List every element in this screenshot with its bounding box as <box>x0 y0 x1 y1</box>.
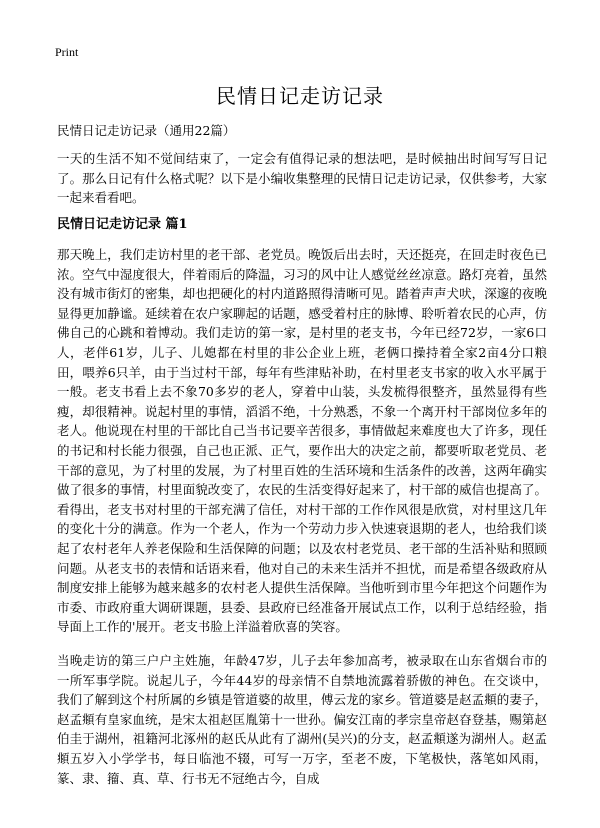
page-title: 民情日记走访记录 <box>216 84 384 108</box>
body-paragraph-1: 那天晚上，我们走访村里的老干部、老党员。晚饭后出去时，天还挺亮，在回走时夜色已浓。空气中湿度很大，伴着雨后的降温，习习的风中让人感觉丝丝凉意。路灯亮着，虽然没有城市街灯的密集，却也把硬化的村内道路照得清晰可见。踏着声声犬吠，深邃的夜晚显得更加静谧。延续着在农户家聊起的话题，感受着村庄的脉博、聆听着农民的心声，仿佛自己的心跳和着博动。我们走访的第一家，是村里的老支书，今年已经72岁，一家6口人，老伴61岁，儿子、儿媳都在村里的非公企业上班，老俩口操持着全家2亩4分口粮田，喂养6只羊，由于当过村干部，每年有些津贴补助，在村里老支书家的收入水平属于一般。老支书看上去不象70多岁的老人，穿着中山装，头发梳得很整齐，虽然显得有些瘦，却很精神。说起村里的事情，滔滔不绝，十分熟悉，不象一个离开村干部岗位多年的老人。他说现在村里的干部比自己当书记要辛苦很多，事情做起来难度也大了许多，现任的书记和村长能力很强，自己也正派、正气，要作出大的决定之前，都要听取老党员、老干部的意见，为了村里的发展，为了村里百姓的生活环境和生活条件的改善，这两年确实做了很多的事情，村里面貌改变了，农民的生活变得好起来了，村干部的威信也提高了。看得出，老支书对村里的干部充满了信任，对村干部的工作作风很是欣赏，对村里这几年的变化十分的满意。作为一个老人，作为一个劳动力步入快速衰退期的老人，也给我们谈起了农村老年人养老保险和生活保障的问题；以及农村老党员、老干部的生活补贴和照顾问题。从老支书的表情和话语来看，他对自己的未来生活并不担忧，而是希望各级政府从制度安排上能够为越来越多的农村老人提供生活保障。当他听到市里今年把这个问题作为市委、市政府重大调研课题，县委、县政府已经准备开展试点工作，以利于总结经验，指导面上工作的'展开。老支书脸上洋溢着欣喜的笑容。 <box>57 247 547 635</box>
print-link[interactable]: Print <box>55 45 79 59</box>
section-heading: 民情日记走访记录 篇1 <box>57 217 188 232</box>
body-paragraph-2: 当晚走访的第三户户主姓施，年龄47岁，儿子去年参加高考，被录取在山东省烟台市的一所军事学院。说起儿子，今年44岁的母亲情不自禁地流露着骄傲的神色。在交谈中，我们了解到这个村所属的乡镇是管道婆的故里，傅云龙的家乡。管道婆是赵孟頫的妻子，赵孟頫有皇家血统，是宋太祖赵匡胤第十一世孙。偏安江南的孝宗皇帝赵昚登基，赐第赵伯圭于湖州，祖籍河北涿州的赵氏从此有了湖州(吴兴)的分支，赵孟頫遂为湖州人。赵孟頫五岁入小学学书，每日临池不辍，可写一万字，至老不废，下笔极快，落笔如风雨，篆、隶、籀、真、草、行书无不冠绝古今，自成 <box>57 653 547 786</box>
intro-paragraph: 一天的生活不知不觉间结束了，一定会有值得记录的想法吧，是时候抽出时间写写日记了。那么日记有什么格式呢？以下是小编收集整理的民情日记走访记录，仅供参考，大家一起来看看吧。 <box>57 151 547 206</box>
document-subtitle: 民情日记走访记录（通用22篇） <box>57 123 236 138</box>
